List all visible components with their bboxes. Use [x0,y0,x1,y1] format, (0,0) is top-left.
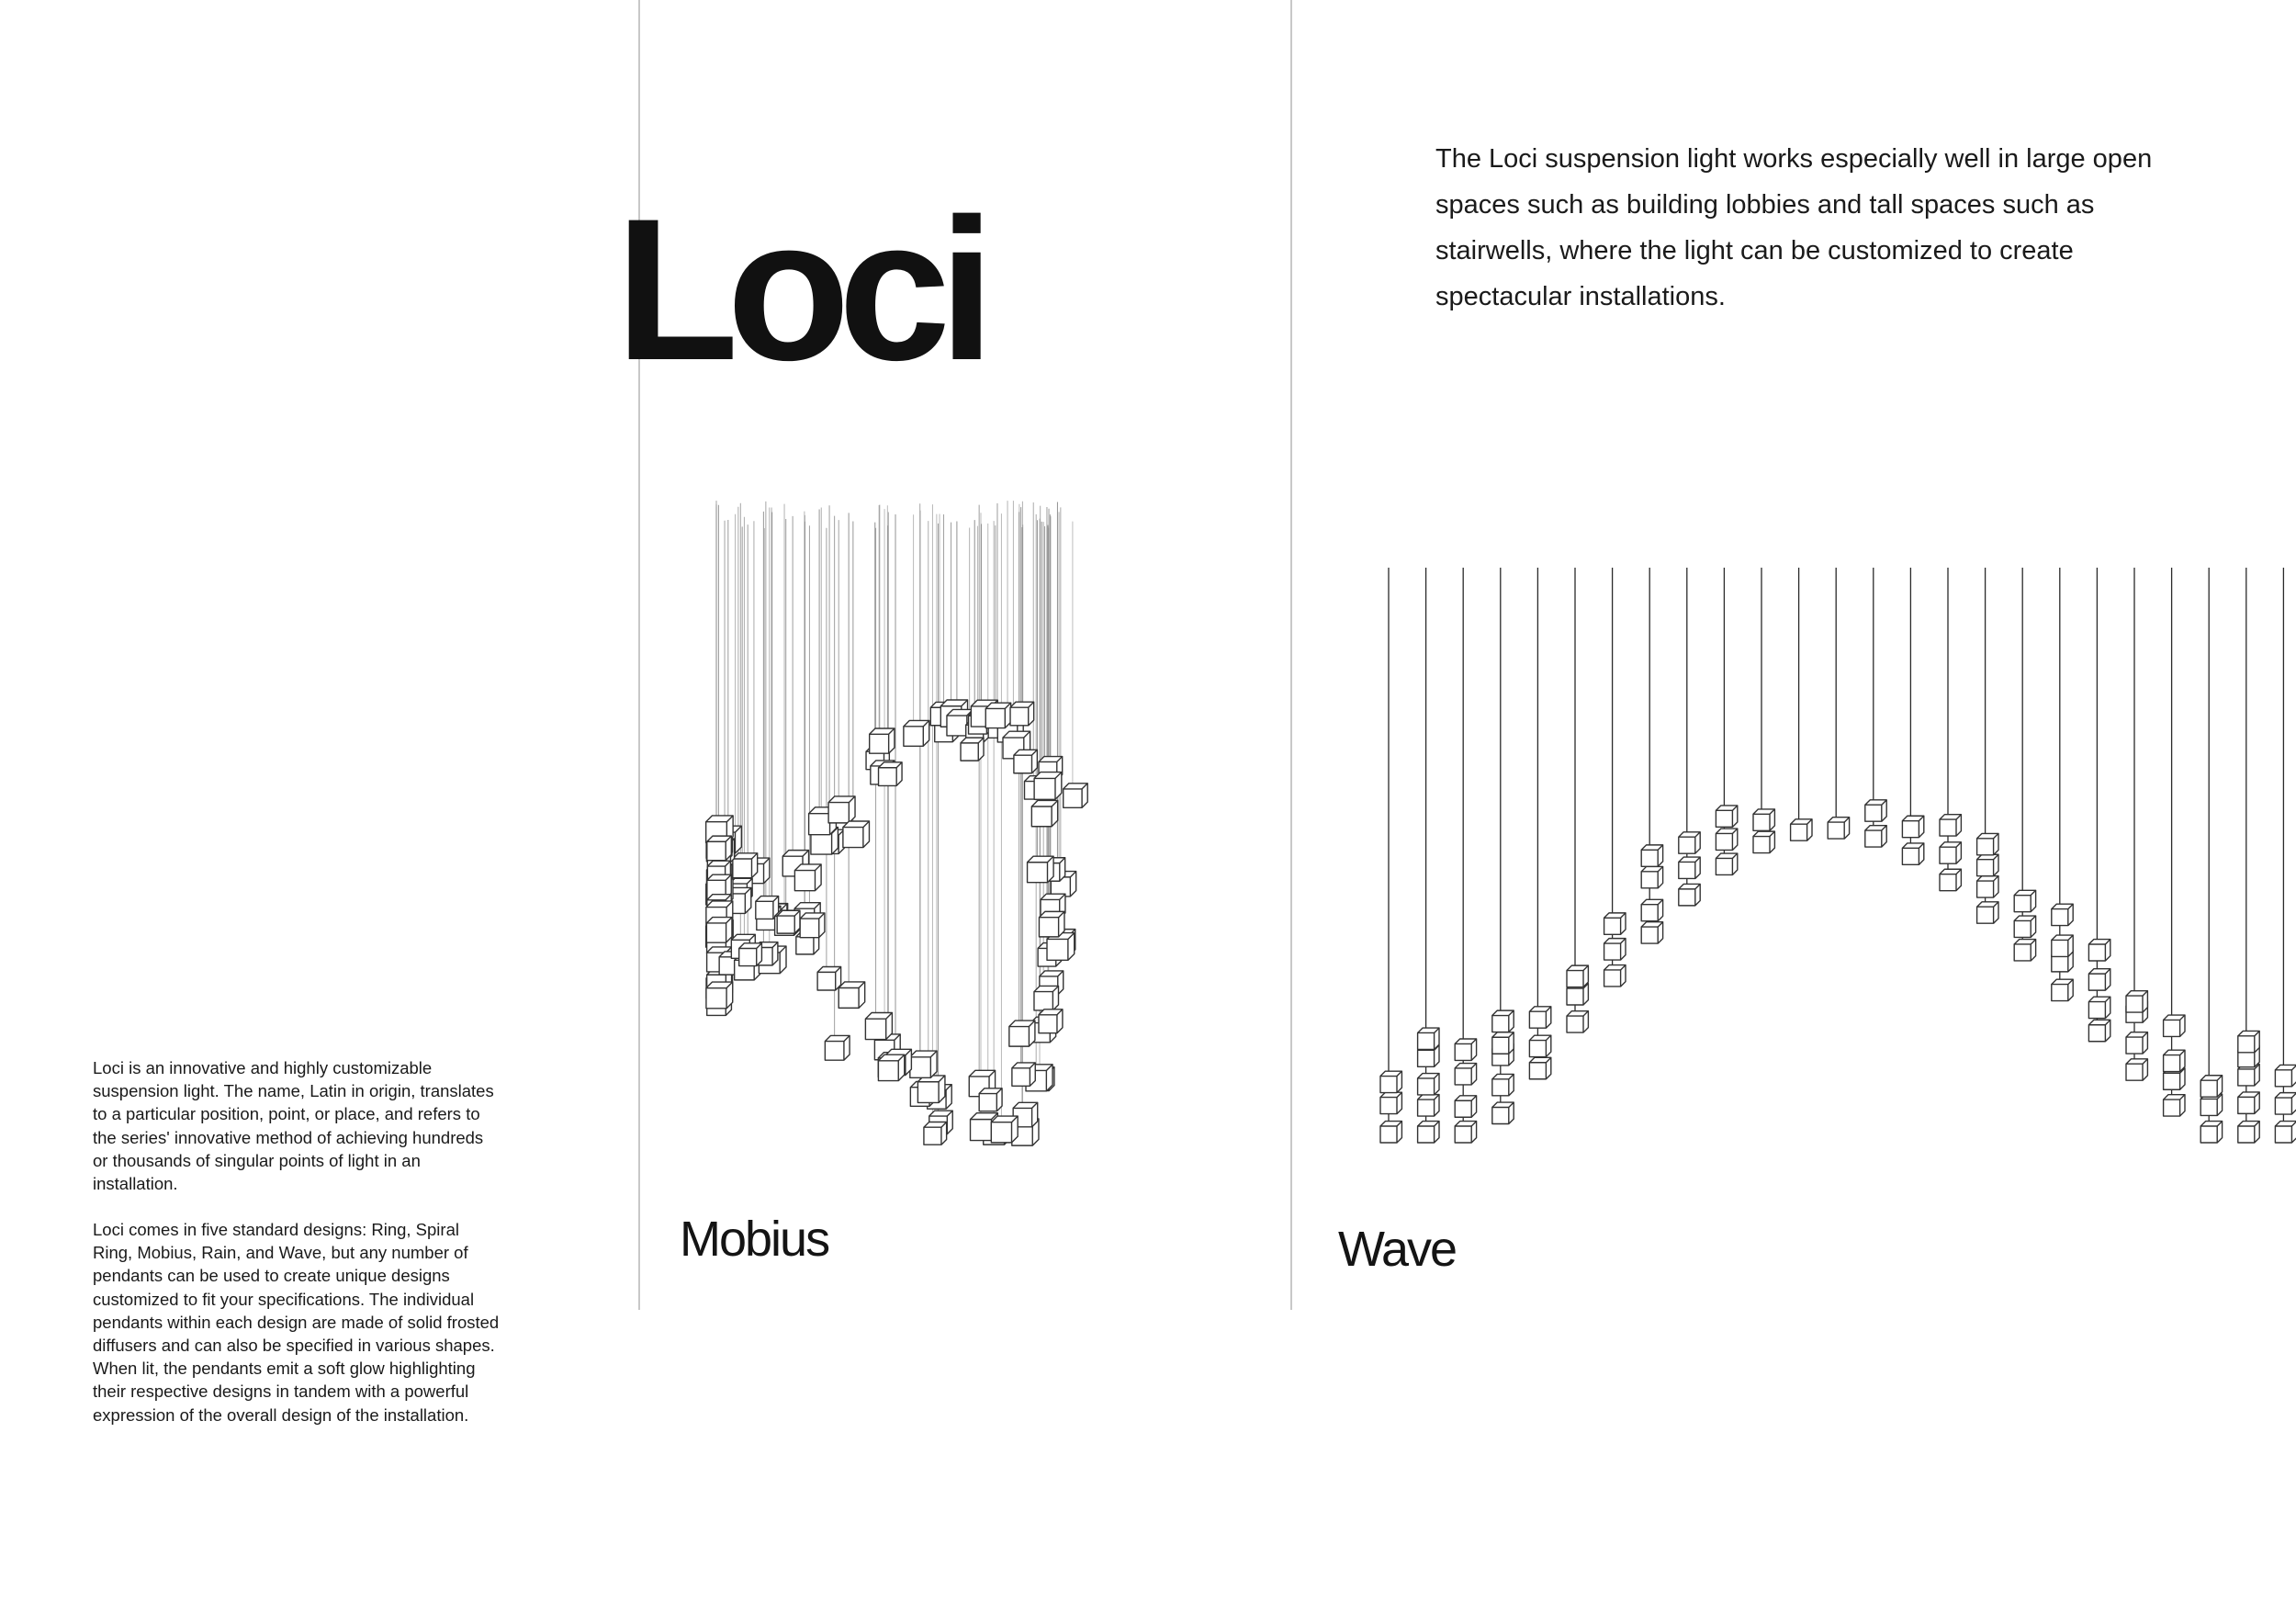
wave-pendant [1791,819,1812,840]
wave-pendant [1940,815,1961,836]
wave-pendant [2200,1122,2222,1143]
wave-pendant [2275,1093,2296,1114]
page-title: Loci [615,176,984,402]
wave-pendant [2126,991,2147,1012]
wave-pendant [1940,842,1961,863]
wave-pendant [1604,913,1626,934]
wave-pendant [2052,935,2073,956]
wave-pendant [1567,965,1588,987]
wave-pendant [2238,1092,2259,1113]
wave-pendant [1455,1122,1476,1143]
wave-pendant [2200,1076,2222,1097]
wave-pendant [2164,1050,2185,1071]
wave-pendant [2088,940,2110,961]
wave-pendant [1641,866,1662,887]
wave-pendant [1418,1028,1439,1049]
wave-pendant [2014,890,2035,911]
wave-pendant [1567,1011,1588,1032]
wave-pendant [1529,1057,1550,1078]
wave-pendant [2164,1095,2185,1116]
wave-pendant [1753,831,1774,852]
wave-pendant [1492,1102,1514,1123]
wave-pendant [1529,1035,1550,1056]
wave-pendant [1977,854,1998,875]
wave-pendant [1418,1095,1439,1116]
wave-pendant [1977,833,1998,854]
wave-pendant [1977,876,1998,897]
wave-pendant [1641,899,1662,920]
wave-pendant [1455,1039,1476,1060]
wave-pendant [1679,832,1700,853]
wave-pendant [1604,965,1626,987]
wave-pendant [1418,1122,1439,1143]
wave-pendant [2126,1032,2147,1054]
wave-pendant [1380,1092,1401,1113]
wave-pendant [1604,939,1626,960]
wave-pendant [1455,1064,1476,1085]
wave-pendant [2088,997,2110,1018]
wave-pendant [1492,1032,1514,1054]
wave-pendant [1492,1010,1514,1032]
wave-pendant [1641,845,1662,866]
lead-paragraph: The Loci suspension light works especially well in large open spaces such as building lobbies and tall spaces such as stairwells, where the light can be customized to create spectacular installations. [1435,144,2153,311]
designs-paragraph: Loci comes in five standard designs: Ring, Spiral Ring, Mobius, Rain, and Wave, but any number of pendants can be used to create unique designs customized to fit your specifications. The individual pendants within each design are made of solid frosted diffusers and can also be specified in various shapes. When lit, the pendants emit a soft glow highlighting their respective designs in tandem with a powerful expression of the overall design of the installation. [93,1220,500,1425]
wave-pendant [1492,1074,1514,1095]
wave-pendant [2052,904,2073,925]
wave-caption: Wave [1338,1222,1457,1277]
wave-pendant [2275,1065,2296,1086]
wave-pendant [2014,940,2035,961]
wave-wires [1389,568,2283,1134]
wave-pendant [1716,853,1737,874]
wave-pendant [1977,902,1998,923]
wave-pendant [1828,818,1849,839]
wave-pendant [2014,916,2035,937]
wave-pendant [2126,1059,2147,1080]
mobius-caption: Mobius [680,1212,829,1267]
wave-pendant [2275,1122,2296,1143]
wave-pendant [2052,979,2073,1000]
wave-pendant [1641,922,1662,943]
intro-paragraph: Loci is an innovative and highly customizable suspension light. The name, Latin in origin, translates to a particular position, point, or place, and refers to the series' innovative method of achieving hundreds or thousands of singular points of light in an installation. [93,1058,494,1194]
wave-pendant [1902,843,1923,864]
wave-pendant [1679,857,1700,878]
wave-pendant [2164,1015,2185,1036]
wave-pendant [2088,969,2110,990]
wave-pendant [1679,884,1700,905]
wave-pendant [2238,1031,2259,1052]
wave-pendant [1940,869,1961,890]
wave-pendant [1380,1071,1401,1092]
wave-pendant [1380,1122,1401,1143]
wave-pendant [1865,826,1886,847]
wave-pendant [2238,1122,2259,1143]
wave-pendant [1716,829,1737,850]
wave-pendant [2088,1020,2110,1041]
wave-pendant [1902,816,1923,837]
wave-pendant [1753,809,1774,830]
wave-pendant [1418,1074,1439,1095]
wave-pendant [1529,1007,1550,1028]
wave-pendant [1455,1096,1476,1117]
wave-pendants [1380,800,2296,1143]
wave-pendant [1865,800,1886,821]
wave-pendant [1716,806,1737,827]
